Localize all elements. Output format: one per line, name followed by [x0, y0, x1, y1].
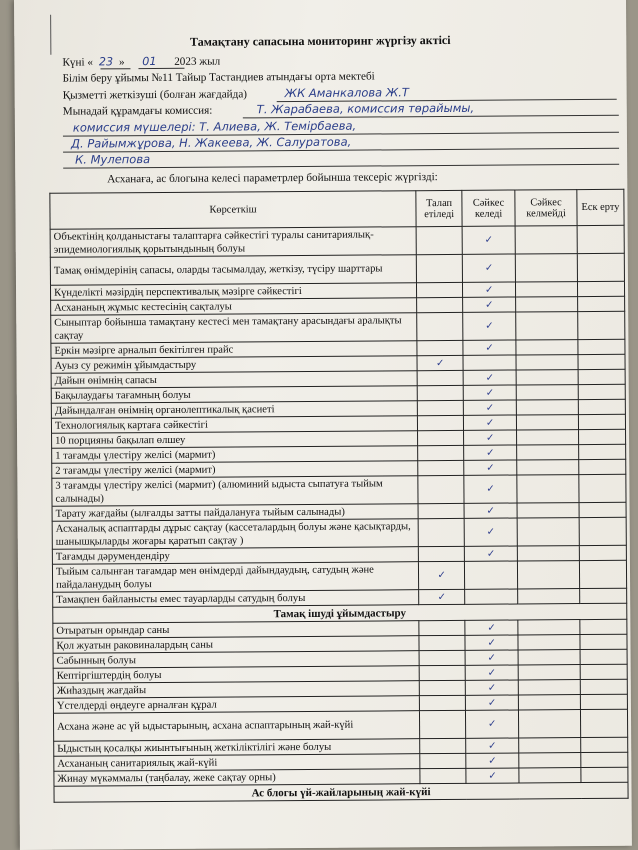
- note-cell: [581, 709, 628, 737]
- indicator-cell: Бақылаудағы тағамның болуы: [51, 386, 417, 404]
- indicator-cell: Ыдыстың қосалқы жиынтығының жеткіліктілігі және болуы: [54, 739, 420, 757]
- table-row: [51, 311, 625, 343]
- noncompliant-cell: [515, 226, 577, 254]
- indicator-cell: Тамақпен байланысты емес тауарларды сатудың болуы: [53, 590, 419, 608]
- noncompliant-cell: [518, 561, 580, 589]
- noncompliant-cell: [518, 680, 580, 695]
- check-mark-icon: ✓: [487, 682, 497, 694]
- required-cell: [418, 475, 464, 503]
- compliant-cell: [464, 460, 517, 475]
- compliant-cell: [463, 355, 516, 370]
- indicator-cell: Кептіргіштердің болуы: [53, 666, 419, 684]
- required-cell: [420, 768, 466, 783]
- noncompliant-cell: [517, 546, 579, 561]
- noncompliant-cell: [518, 635, 580, 650]
- compliant-cell: [463, 312, 516, 340]
- noncompliant-cell: [517, 503, 579, 518]
- required-cell: [419, 589, 465, 604]
- indicator-cell: Ауыз су режимін ұйымдастыру: [51, 356, 417, 374]
- indicator-cell: Тағамды дәрумендендіру: [52, 547, 418, 565]
- noncompliant-cell: [519, 710, 581, 738]
- required-cell: [419, 650, 465, 665]
- required-cell: [416, 226, 462, 254]
- indicator-cell: 1 тағамды үлестіру желісі (мармит): [52, 446, 418, 464]
- compliant-cell: [462, 254, 515, 282]
- check-mark-icon: ✓: [487, 667, 497, 679]
- check-mark-icon: ✓: [437, 569, 446, 582]
- note-cell: [580, 588, 627, 603]
- noncompliant-cell: [517, 430, 579, 445]
- required-cell: [419, 680, 465, 695]
- check-mark-icon: ✓: [435, 357, 445, 369]
- compliant-cell: [466, 753, 519, 768]
- document-title: Тамақтану сапасына мониторинг жүргізу актісі: [189, 32, 451, 49]
- document-page: [14, 0, 632, 850]
- check-mark-icon: ✓: [488, 755, 497, 767]
- header-noncompliant: Сәйкес келмейді: [515, 190, 577, 226]
- noncompliant-cell: [517, 460, 579, 475]
- required-cell: [418, 503, 464, 518]
- required-cell: [420, 695, 466, 710]
- indicator-cell: Үстелдерді өңдеуге арналған құрал: [53, 696, 419, 714]
- indicator-cell: Асхананың санитариялық жай-күйі: [54, 754, 420, 772]
- indicator-cell: Объектінің қолданыстағы талаптарға сәйкестігі туралы санитариялық-эпидемиологиялық қорытындының болуы: [50, 227, 416, 258]
- note-cell: [578, 399, 625, 414]
- note-cell: [579, 429, 626, 444]
- required-cell: [416, 254, 462, 282]
- compliant-cell: [464, 518, 517, 546]
- check-mark-icon: ✓: [485, 342, 494, 354]
- table-header-row: [50, 189, 624, 229]
- compliant-cell: [465, 665, 518, 680]
- note-cell: [578, 369, 625, 384]
- header-required: Талап етіледі: [416, 190, 462, 226]
- note-cell: [579, 517, 626, 545]
- check-mark-icon: ✓: [485, 402, 495, 414]
- note-cell: [580, 619, 627, 634]
- check-mark-icon: ✓: [487, 637, 496, 649]
- indicator-cell: 2 тағамды үлестіру желісі (мармит): [52, 461, 418, 479]
- note-cell: [578, 281, 625, 296]
- section-title: Ас блогы үй-жайларының жай-күйі: [54, 782, 628, 802]
- check-mark-icon: ✓: [484, 284, 494, 296]
- noncompliant-cell: [515, 254, 577, 282]
- note-cell: [580, 634, 627, 649]
- intro-text: Асханаға, ас блогына келесі параметрлер бойынша тексеріс жүргізді:: [107, 171, 438, 186]
- compliant-cell: [465, 561, 518, 589]
- compliant-cell: [464, 415, 517, 430]
- required-cell: [417, 282, 463, 297]
- noncompliant-cell: [517, 415, 579, 430]
- note-cell: [578, 311, 625, 339]
- indicator-cell: Тыйым салынған тағамдар мен өнімдерді дайындаудың, сатудың және пайдаланудың болуы: [52, 562, 418, 593]
- table-body: [50, 225, 628, 802]
- monitoring-table: [49, 189, 628, 803]
- required-cell: [419, 635, 465, 650]
- table-row: [50, 253, 624, 285]
- compliant-cell: [466, 768, 519, 783]
- note-cell: [578, 339, 625, 354]
- section-row: [54, 782, 628, 802]
- date-day-underline: [100, 68, 130, 69]
- table-row: [52, 517, 626, 549]
- table-row: [53, 709, 627, 741]
- check-mark-icon: ✓: [487, 622, 496, 634]
- indicator-cell: Қол жуатын раковиналардың саны: [53, 636, 419, 654]
- noncompliant-cell: [516, 355, 578, 370]
- noncompliant-cell: [516, 282, 578, 297]
- required-cell: [419, 665, 465, 680]
- check-mark-icon: ✓: [487, 652, 496, 664]
- check-mark-icon: ✓: [484, 262, 494, 274]
- note-cell: [579, 459, 626, 474]
- note-cell: [579, 560, 626, 588]
- compliant-cell: [464, 430, 517, 445]
- check-mark-icon: ✓: [485, 372, 494, 384]
- noncompliant-cell: [519, 738, 581, 753]
- section-title: Тамақ ішуді ұйымдастыру: [53, 603, 627, 623]
- noncompliant-cell: [516, 340, 578, 355]
- compliant-cell: [464, 546, 517, 561]
- required-cell: [417, 340, 463, 355]
- indicator-cell: Асхананың жұмыс кестесінің сақталуы: [51, 298, 417, 316]
- check-mark-icon: ✓: [484, 234, 494, 246]
- noncompliant-cell: [516, 385, 578, 400]
- check-mark-icon: ✓: [485, 432, 495, 444]
- indicator-cell: Сабынның болуы: [53, 651, 419, 669]
- note-cell: [581, 737, 628, 752]
- noncompliant-cell: [517, 518, 579, 546]
- required-cell: [417, 312, 463, 340]
- noncompliant-cell: [518, 620, 580, 635]
- check-mark-icon: ✓: [485, 387, 495, 399]
- compliant-cell: [463, 400, 516, 415]
- note-cell: [577, 225, 624, 253]
- compliant-cell: [465, 650, 518, 665]
- check-mark-icon: ✓: [485, 417, 495, 429]
- table-row: [50, 225, 624, 257]
- note-cell: [579, 502, 626, 517]
- compliant-cell: [463, 282, 516, 297]
- compliant-cell: [462, 226, 515, 254]
- compliant-cell: [466, 738, 519, 753]
- check-mark-icon: ✓: [486, 505, 495, 517]
- commission-line-3: Д. Райымжұрова, Н. Жакеева, Ж. Салуратова,: [70, 134, 352, 151]
- table-row: [52, 474, 626, 506]
- indicator-cell: Жиһаздың жағдайы: [53, 681, 419, 699]
- note-cell: [579, 444, 626, 459]
- note-cell: [579, 474, 626, 502]
- header-compliant: Сәйкес келеді: [462, 190, 515, 226]
- check-mark-icon: ✓: [486, 483, 495, 495]
- required-cell: [420, 738, 466, 753]
- note-cell: [577, 253, 624, 281]
- compliant-cell: [464, 475, 517, 503]
- note-cell: [580, 664, 627, 679]
- required-cell: [418, 430, 464, 445]
- date-month: 01: [142, 55, 157, 69]
- check-mark-icon: ✓: [488, 770, 497, 782]
- note-cell: [580, 694, 627, 709]
- indicator-cell: Асханалық аспаптарды дұрыс сақтау (кассеталардың болуы және қасықтарды, шанышқыларды жоғары қаратып сақтау ): [52, 519, 418, 550]
- check-mark-icon: ✓: [485, 320, 494, 332]
- commission-line-2: комиссия мүшелері: Т. Алиева, Ж. Темірбаева,: [72, 118, 357, 135]
- date-year: 2023 жыл: [174, 55, 221, 68]
- commission-label: Мынадай құрамдағы комиссия:: [62, 104, 213, 118]
- check-mark-icon: ✓: [486, 548, 496, 560]
- required-cell: [420, 753, 466, 768]
- note-cell: [578, 384, 625, 399]
- required-cell: [418, 445, 464, 460]
- date-mid: »: [118, 56, 125, 69]
- noncompliant-cell: [519, 768, 581, 783]
- noncompliant-cell: [517, 475, 579, 503]
- indicator-cell: 3 тағамды үлестіру желісі (мармит) (алюминий ыдыста сыпатуға тыйым салынады): [52, 476, 418, 507]
- compliant-cell: [463, 370, 516, 385]
- check-mark-icon: ✓: [437, 591, 447, 603]
- note-cell: [581, 752, 628, 767]
- indicator-cell: 10 порцияны бақылап өлшеу: [52, 431, 418, 449]
- noncompliant-cell: [518, 695, 580, 710]
- compliant-cell: [465, 589, 518, 604]
- check-mark-icon: ✓: [486, 526, 496, 538]
- required-cell: [419, 561, 465, 589]
- noncompliant-cell: [519, 753, 581, 768]
- date-day: 23: [98, 55, 114, 69]
- date-label: Күні «: [62, 56, 94, 69]
- compliant-cell: [466, 710, 519, 738]
- required-cell: [418, 415, 464, 430]
- indicator-cell: Сыныптар бойынша тамақтану кестесі мен тамақтану арасындағы аралықты сақтау: [51, 313, 417, 344]
- check-mark-icon: ✓: [486, 447, 495, 459]
- note-cell: [579, 545, 626, 560]
- compliant-cell: [466, 695, 519, 710]
- required-cell: [417, 385, 463, 400]
- required-cell: [418, 546, 464, 561]
- note-cell: [578, 296, 625, 311]
- compliant-cell: [465, 620, 518, 635]
- indicator-cell: Еркін мәзірге арналып бекітілген прайс: [51, 341, 417, 359]
- required-cell: [420, 710, 466, 738]
- date-line: [62, 55, 220, 69]
- compliant-cell: [463, 340, 516, 355]
- check-mark-icon: ✓: [486, 462, 495, 474]
- header-note: Еск ерту: [577, 189, 624, 225]
- note-cell: [581, 767, 628, 782]
- table-row: [52, 560, 626, 592]
- compliant-cell: [465, 635, 518, 650]
- indicator-cell: Технологиялық картаға сәйкестігі: [51, 416, 417, 434]
- required-cell: [417, 355, 463, 370]
- check-mark-icon: ✓: [487, 697, 497, 709]
- date-month-underline: [138, 68, 184, 69]
- noncompliant-cell: [518, 665, 580, 680]
- indicator-cell: Дайын өнімнің сапасы: [51, 371, 417, 389]
- compliant-cell: [463, 385, 516, 400]
- indicator-cell: Отыратын орындар саны: [53, 621, 419, 639]
- noncompliant-cell: [516, 297, 578, 312]
- responsible-label: Қызметті жеткізуші (болған жағдайда): [62, 88, 248, 102]
- note-cell: [578, 354, 625, 369]
- compliant-cell: [463, 297, 516, 312]
- noncompliant-cell: [518, 589, 580, 604]
- indicator-cell: Тарату жағдайы (ылғалды затты пайдалануға тыйым салынады): [52, 504, 418, 522]
- indicator-cell: Жинау мүкәммалы (таңбалау, жеке сақтау орны): [54, 769, 420, 787]
- required-cell: [417, 297, 463, 312]
- check-mark-icon: ✓: [487, 718, 497, 730]
- compliant-cell: [465, 680, 518, 695]
- school-line: Білім беру ұйымы №11 Тайыр Тастандиев атындағы орта мектебі: [62, 70, 375, 85]
- indicator-cell: Асхана және ас үй ыдыстарының, асхана аспаптарының жай-күйі: [53, 711, 419, 742]
- indicator-cell: Тамақ өнімдерінің сапасы, оларды тасымалдау, жеткізу, түсіру шарттары: [50, 255, 416, 286]
- note-cell: [580, 679, 627, 694]
- required-cell: [417, 400, 463, 415]
- note-cell: [578, 414, 625, 429]
- commission-line-4: К. Мулепова: [75, 152, 151, 167]
- noncompliant-cell: [516, 370, 578, 385]
- check-mark-icon: ✓: [488, 740, 497, 752]
- header-indicator: Көрсеткіш: [50, 191, 416, 230]
- indicator-cell: Күнделікті мәзірдің перспективалық мәзірге сәйкестігі: [50, 283, 416, 301]
- required-cell: [418, 460, 464, 475]
- compliant-cell: [464, 445, 517, 460]
- required-cell: [417, 370, 463, 385]
- commission-line-1: Т. Жарабаева, комиссия төрайымы,: [256, 100, 475, 117]
- compliant-cell: [464, 503, 517, 518]
- required-cell: [419, 620, 465, 635]
- check-mark-icon: ✓: [485, 299, 494, 311]
- note-cell: [580, 649, 627, 664]
- noncompliant-cell: [518, 650, 580, 665]
- responsible-value: ЖК Аманкалова Ж.Т: [284, 85, 409, 101]
- noncompliant-cell: [516, 312, 578, 340]
- noncompliant-cell: [516, 400, 578, 415]
- noncompliant-cell: [517, 445, 579, 460]
- indicator-cell: Дайындалған өнімнің органолептикалық қасиеті: [51, 401, 417, 419]
- required-cell: [418, 518, 464, 546]
